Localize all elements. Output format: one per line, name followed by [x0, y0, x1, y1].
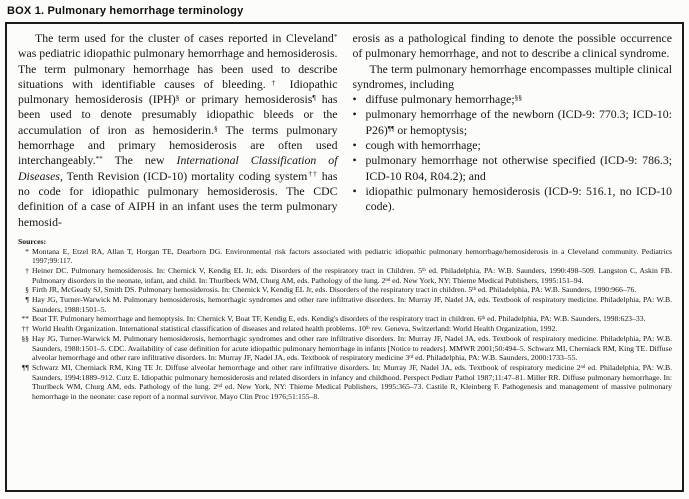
source-text: Boat TF. Pulmonary hemorrhage and hemoptysis. In: Chernick V, Boat TF, Kendig E, eds. Kendig's disorders of the respiratory tract in children. 6th ed. Philadelphia, PA: W.B. Saunders, 1998:623–33.	[32, 314, 646, 324]
source-text: Schwarz MI, Cherniack RM, King TE Jr. Diffuse alveolar hemorrhage and other rare infiltrative disorders. In: Murray JF, Nadel JA, eds. Textbook of respiratory medicine 2nd ed. Philadelphia, PA: W.B. Saunders, 1994:1889–912. Cutz E. Idiopathic pulmonary hemosiderosis and related disorders in infancy and childhood. Perspect Pediatr Pathol 1987;11:47–81. Miller RR. Diffuse pulmonary hemorrhage. In: Thurlbeck WM, Churg AM, eds. Pathology of the lung. 2nd ed. New York, NY: Thieme Medical Publishers, 1995:365–73. Castile R, Kleinberg F. Pathogenesis and management of massive pulmonary hemorrhage in the neonate: case report of a normal survivor. Mayo Clin Proc 1976;51:155–8.	[32, 363, 672, 402]
bullet-marker: •	[352, 153, 357, 168]
paragraph: The term pulmonary hemorrhage encompasses multiple clinical syndromes, including	[352, 61, 672, 91]
source-item	[18, 314, 672, 324]
bullet-text: cough with hemorrhage;	[365, 138, 481, 153]
paragraph: The term used for the cluster of cases reported in Cleveland* was pediatric idiopathic pulmonary hemorrhage and hemosiderosis. The term pulmonary hemorrhage has been used to describe situations with identifiable causes of bleeding.† Idiopathic pulmonary hemosiderosis (IPH)§ or primary hemosiderosis¶ has been used to denote presumably idiopathic bleeds or the accumulation of iron as hemosiderin.§ The terms pulmonary hemorrhage and primary hemosiderosis are often used interchangeably.** The new International Classification of Diseases, Tenth Revision (ICD-10) mortality coding system†† has no code for idiopathic pulmonary hemosiderosis. The CDC definition of a case of AIPH in an infant uses the term pulmonary hemosid-	[18, 31, 338, 229]
source-item	[18, 324, 672, 334]
source-text: Montana E, Etzel RA, Allan T, Horgan TE, Dearborn DG. Environmental risk factors associated with pediatric idiopathic pulmonary hemorrhage/hemosiderosis in a Cleveland community. Pediatrics 1997;99:117.	[32, 246, 672, 266]
source-marker: §§	[21, 333, 29, 343]
sources-section	[18, 237, 672, 402]
source-marker: ¶	[25, 295, 29, 305]
bullet-item	[353, 92, 673, 107]
bullet-item	[353, 107, 673, 138]
bullet-text: pulmonary hemorrhage not otherwise specified (ICD-9: 786.3; ICD-10 R04, R04.2); and	[365, 153, 672, 183]
source-marker: ††	[21, 324, 29, 334]
bullet-text: diffuse pulmonary hemorrhage;§§	[365, 92, 522, 107]
bullet-marker: •	[352, 107, 357, 122]
source-marker: †	[25, 265, 29, 275]
body-columns	[18, 31, 672, 230]
bullet-item	[353, 153, 673, 184]
bullet-list	[353, 92, 673, 214]
right-column	[353, 31, 673, 230]
terminology-box	[5, 22, 684, 492]
source-text: World Health Organization. International statistical classification of diseases and related health problems. 10th rev. Geneva, Switzerland: World Health Organization, 1992.	[32, 324, 558, 334]
bullet-marker: •	[352, 138, 357, 153]
source-marker: *	[25, 246, 29, 256]
box-title: BOX 1. Pulmonary hemorrhage terminology	[7, 5, 244, 17]
source-text: Hay JG, Turner-Warwick M. Pulmonary hemosiderosis, hemorrhagic syndromes and other rare infiltrative disorders. In: Murray JF, Nadel JA, eds. Textbook of respiratory medicine. Philadelphia, PA: W.B. Saunders, 1988:1501–5. CDC. Availability of case definition for acute idiopathic pulmonary hemorrhage in infants [Notice to readers]. MMWR 2001;50:494–5. Schwarz MI, Cherniack RM, King TE. Diffuse alveolar hemorrhage and other rare infiltrative disorders. In: Murray JF, Nadel JA, eds. Textbook of respiratory medicine 3rd ed. Philadelphia, PA: W.B. Saunders, 2000:1733–55.	[32, 333, 672, 363]
bullet-item	[353, 138, 673, 153]
source-marker: **	[21, 314, 29, 324]
source-item	[18, 285, 672, 295]
source-item	[18, 363, 672, 402]
source-marker: ¶¶	[22, 363, 29, 372]
bullet-marker: •	[352, 183, 357, 198]
source-text: Hay JG, Turner-Warwick M. Pulmonary hemosiderosis, hemorrhagic syndromes and other rare infiltrative disorders. In: Murray JF, Nadel JA, eds. Textbook of respiratory medicine. Philadelphia, PA: W.B. Saunders, 1988:1501–5.	[32, 295, 672, 314]
bullet-text: idiopathic pulmonary hemosiderosis (ICD-9: 516.1, no ICD-10 code).	[365, 183, 672, 214]
source-text: Heiner DC. Pulmonary hemosiderosis. In: Chernick V, Kendig EL Jr, eds. Disorders of the respiratory tract in Children. 5th ed. Philadelphia, PA: W.B. Saunders, 1990:498–509. Langston C, Askin FB. Pulmonary disorders in the neonate, infant, and child. In: Thurlbeck WM, Churg AM, eds. Pathology of the lung. 2nd ed. New York, NY: Thieme Medical Publishers, 1995:151–94.	[32, 265, 672, 285]
source-text: Firth JR, McGeady SJ, Smith DS. Pulmonary hemosiderosis. In: Chernick V, Kendig EL Jr, eds. Disorders of the respiratory tract in children. 5th ed. Philadelphia, PA: W.B. Saunders, 1990:966–76.	[32, 285, 637, 295]
source-item	[18, 295, 672, 314]
source-item	[18, 334, 672, 363]
left-column	[18, 31, 338, 230]
bullet-text: pulmonary hemorrhage of the newborn (ICD-9: 770.3; ICD-10: P26)¶¶ or hemoptysis;	[365, 107, 672, 137]
source-item	[18, 266, 672, 285]
bullet-marker: •	[352, 92, 357, 107]
bullet-item	[353, 184, 673, 215]
source-item	[18, 247, 672, 266]
sources-label: Sources:	[18, 236, 47, 246]
source-marker: §	[25, 285, 29, 295]
paragraph: erosis as a pathological finding to denote the possible occurrence of pulmonary hemorrhage, and not to describe a clinical syndrome.	[352, 31, 672, 61]
